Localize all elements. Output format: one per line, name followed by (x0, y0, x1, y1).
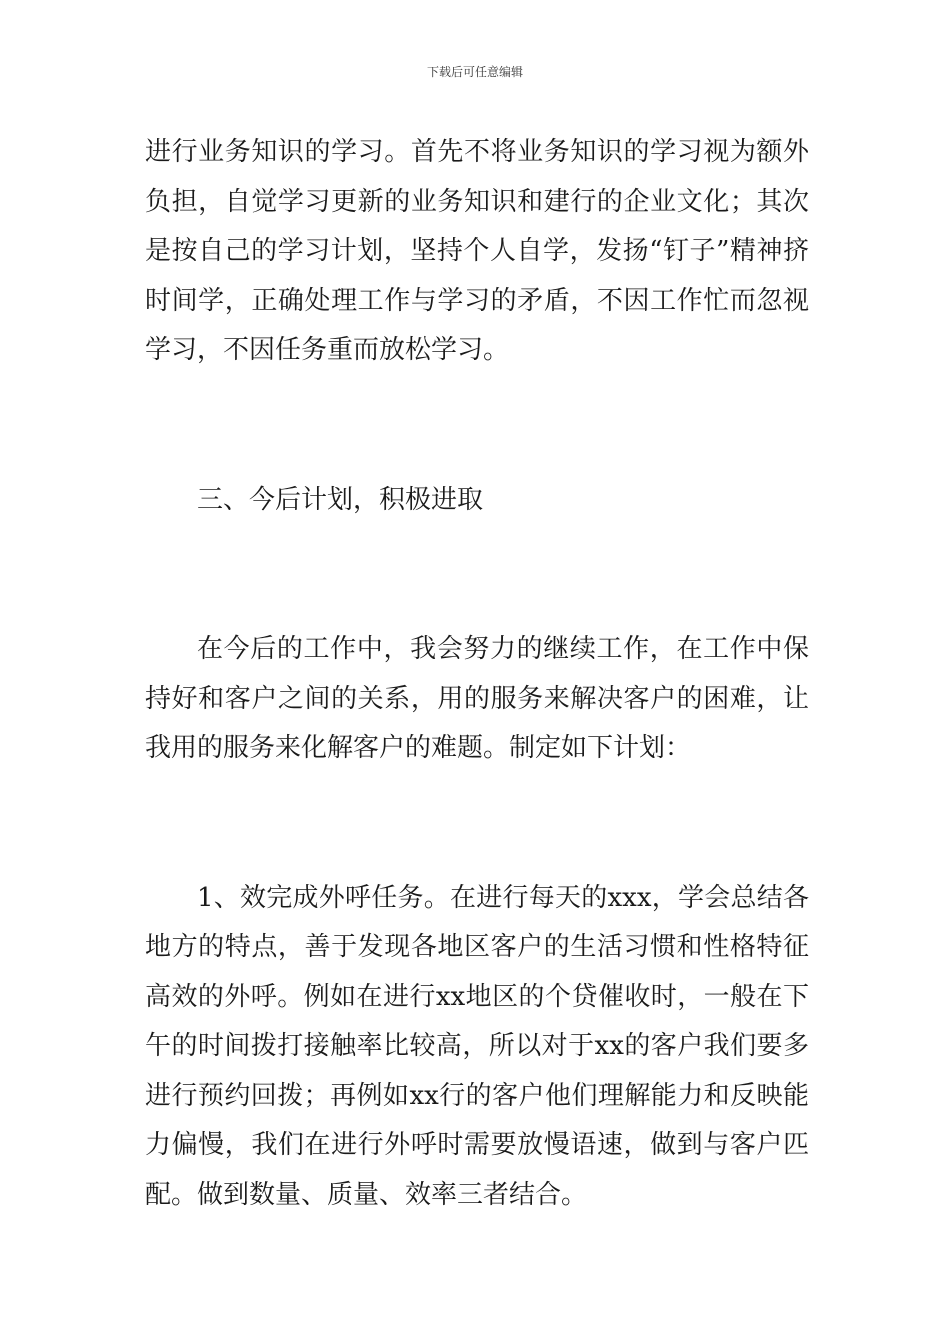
paragraph-plan-intro: 在今后的工作中，我会努力的继续工作，在工作中保持好和客户之间的关系，用的服务来解决客户的困难，让我用的服务来化解客户的难题。制定如下计划： (145, 634, 809, 763)
spacer (145, 774, 809, 874)
spacer (145, 525, 809, 625)
list-item-plan-1: 1、效完成外呼任务。在进行每天的xxx，学会总结各地方的特点，善于发现各地区客户的生活习惯和性格特征高效的外呼。例如在进行xx地区的个贷催收时，一般在下午的时间拨打接触率比较高，所以对于xx的客户我们要多进行预约回拨；再例如xx行的客户他们理解能力和反映能力偏慢，我们在进行外呼时需要放慢语速，做到与客户匹配。做到数量、质量、效率三者结合。 (145, 882, 809, 1210)
section-heading-future-plan: 三、今后计划，积极进取 (197, 484, 484, 515)
spacer (145, 376, 809, 476)
paragraph-study: 进行业务知识的学习。首先不将业务知识的学习视为额外负担，自觉学习更新的业务知识和建行的企业文化；其次是按自己的学习计划，坚持个人自学，发扬“钉子”精神挤时间学，正确处理工作与学习的矛盾，不因工作忙而忽视学习，不因任务重而放松学习。 (145, 137, 809, 365)
page-header-note: 下载后可任意编辑 (426, 65, 523, 79)
document-body (145, 128, 809, 1220)
